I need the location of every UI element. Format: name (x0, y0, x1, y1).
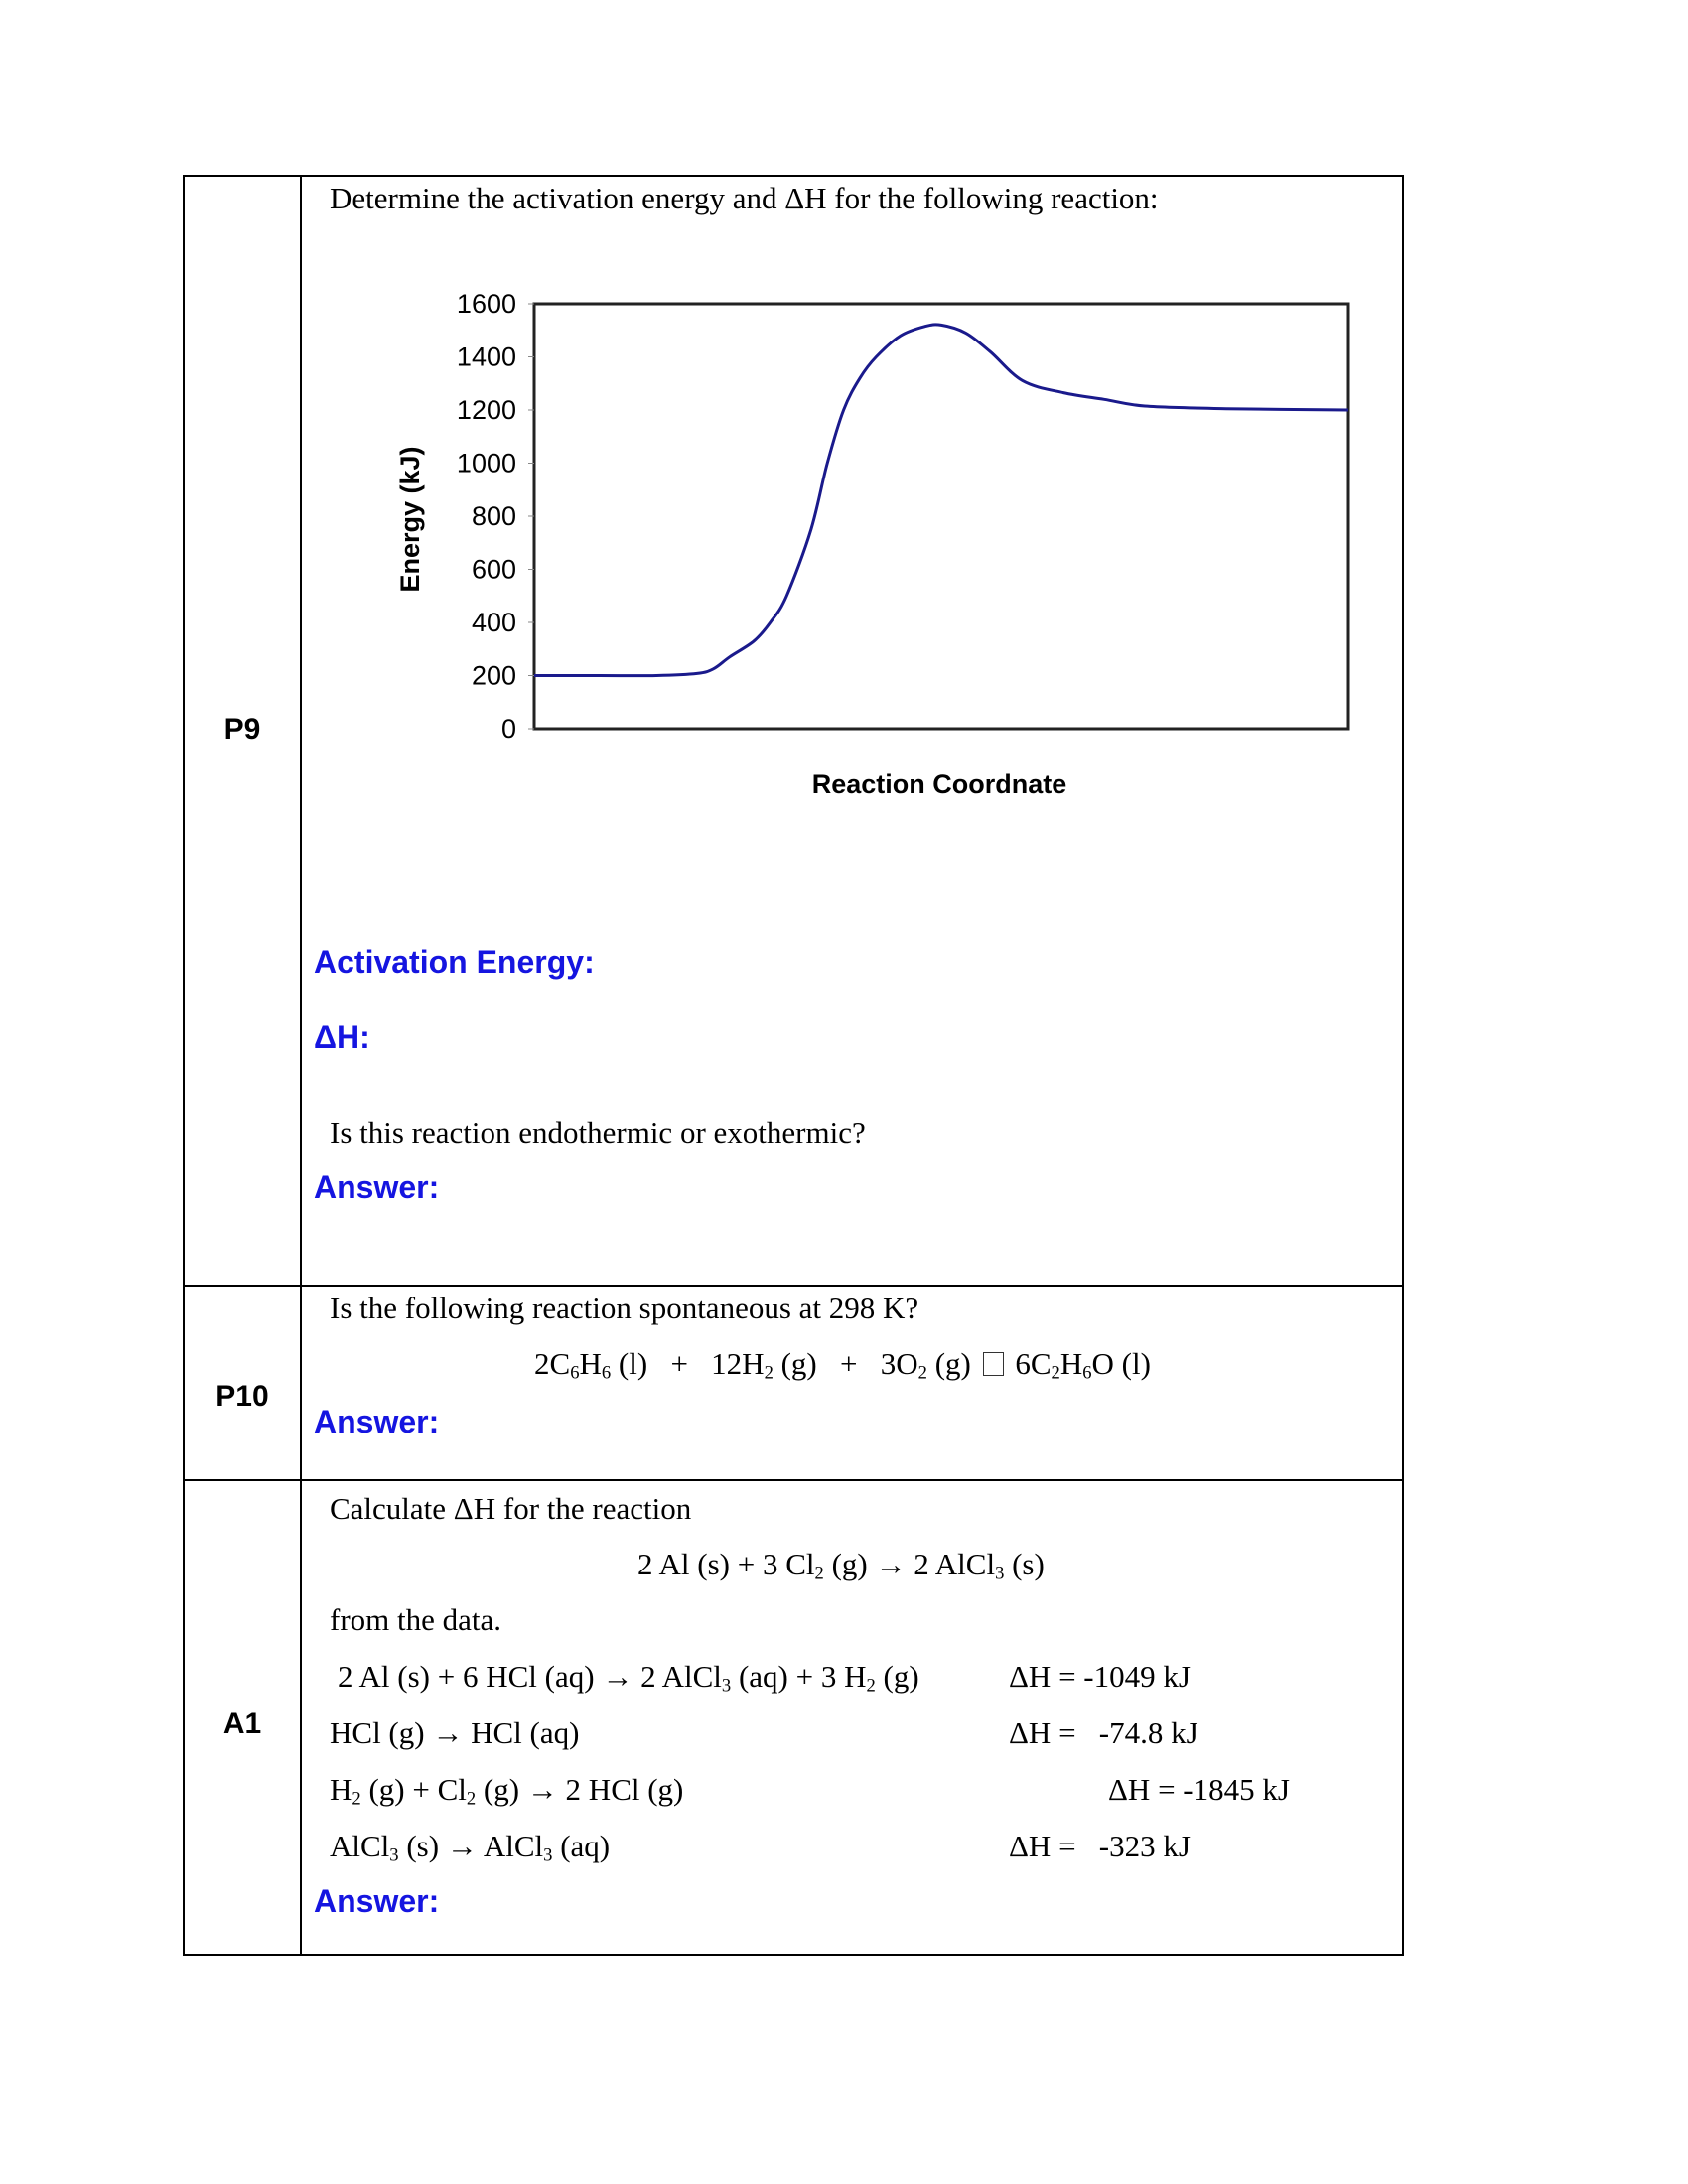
p10-question: Is the following reaction spontaneous at 298 K? (330, 1291, 919, 1325)
data-eq-3-dh: ΔH = -1845 kJ (1108, 1772, 1290, 1807)
plot-frame (534, 304, 1348, 729)
y-tick-label: 1600 (456, 289, 516, 319)
y-tick-label: 1200 (456, 395, 516, 425)
data-eq-4: AlCl$_3$ (s) → AlCl$_3$ (aq) (330, 1829, 611, 1866)
data-eq-1: 2 Al (s) + 6 HCl (aq) → 2 AlCl$_3$ (aq) + 3 $H_2$ (g) (338, 1659, 919, 1697)
a1-prompt: Calculate ΔH for the reaction (330, 1491, 692, 1526)
x-axis-label: Reaction Coordnate (811, 769, 1067, 799)
y-tick-label: 1000 (456, 448, 516, 478)
y-tick-label: 200 (471, 660, 516, 691)
data-eq-2: HCl (g) → HCl (aq) (330, 1715, 580, 1750)
a1-answer-label: Answer: (314, 1883, 440, 1919)
missing-arrow-glyph (983, 1352, 1004, 1376)
y-tick-label: 800 (471, 501, 516, 531)
row-p9 (185, 177, 1402, 1285)
y-ticks (457, 289, 534, 744)
y-axis-label: Energy (kJ) (395, 446, 425, 593)
y-tick-label: 0 (500, 714, 516, 744)
y-tick-label: 600 (471, 554, 516, 585)
problems-table (183, 175, 1404, 1956)
row-label: P9 (223, 713, 261, 746)
column-divider (300, 1287, 302, 1479)
row-a1 (185, 1479, 1402, 1954)
data-eq-2-dh: ΔH = -74.8 kJ (1009, 1715, 1198, 1750)
p10-reaction: $2C_6H_6$ (l) + $12H_2$ (g) + $3O_2$ (g) $6C_2H_6O$ (l) (534, 1346, 1151, 1384)
p9-answer-label: Answer: (314, 1169, 440, 1205)
y-tick-label: 400 (471, 608, 516, 637)
data-eq-1-dh: ΔH = -1049 kJ (1009, 1659, 1191, 1694)
row-p10 (185, 1285, 1402, 1479)
energy-chart (185, 177, 1406, 872)
p9-question: Is this reaction endothermic or exothermic? (330, 1115, 866, 1150)
row-label: A1 (222, 1707, 262, 1740)
data-eq-4-dh: ΔH = -323 kJ (1009, 1829, 1191, 1863)
p10-answer-label: Answer: (314, 1404, 440, 1439)
a1-main-reaction: 2 Al (s) + 3 $Cl_2$ (g) → 2 AlCl$_3$ (s) (637, 1547, 1045, 1584)
data-eq-3: $H_2$ $(g) + Cl_2$ (g) → 2 HCl (g) (330, 1772, 684, 1810)
energy-series-line (534, 325, 1348, 676)
delta-h-label: ΔH: (314, 1020, 370, 1055)
p9-prompt: Determine the activation energy and ΔH for the following reaction: (330, 181, 1159, 215)
activation-energy-label: Activation Energy: (314, 944, 595, 980)
row-label: P10 (215, 1380, 269, 1413)
column-divider (300, 1481, 302, 1954)
y-tick-label: 1400 (456, 341, 516, 372)
a1-from-data: from the data. (330, 1602, 502, 1637)
